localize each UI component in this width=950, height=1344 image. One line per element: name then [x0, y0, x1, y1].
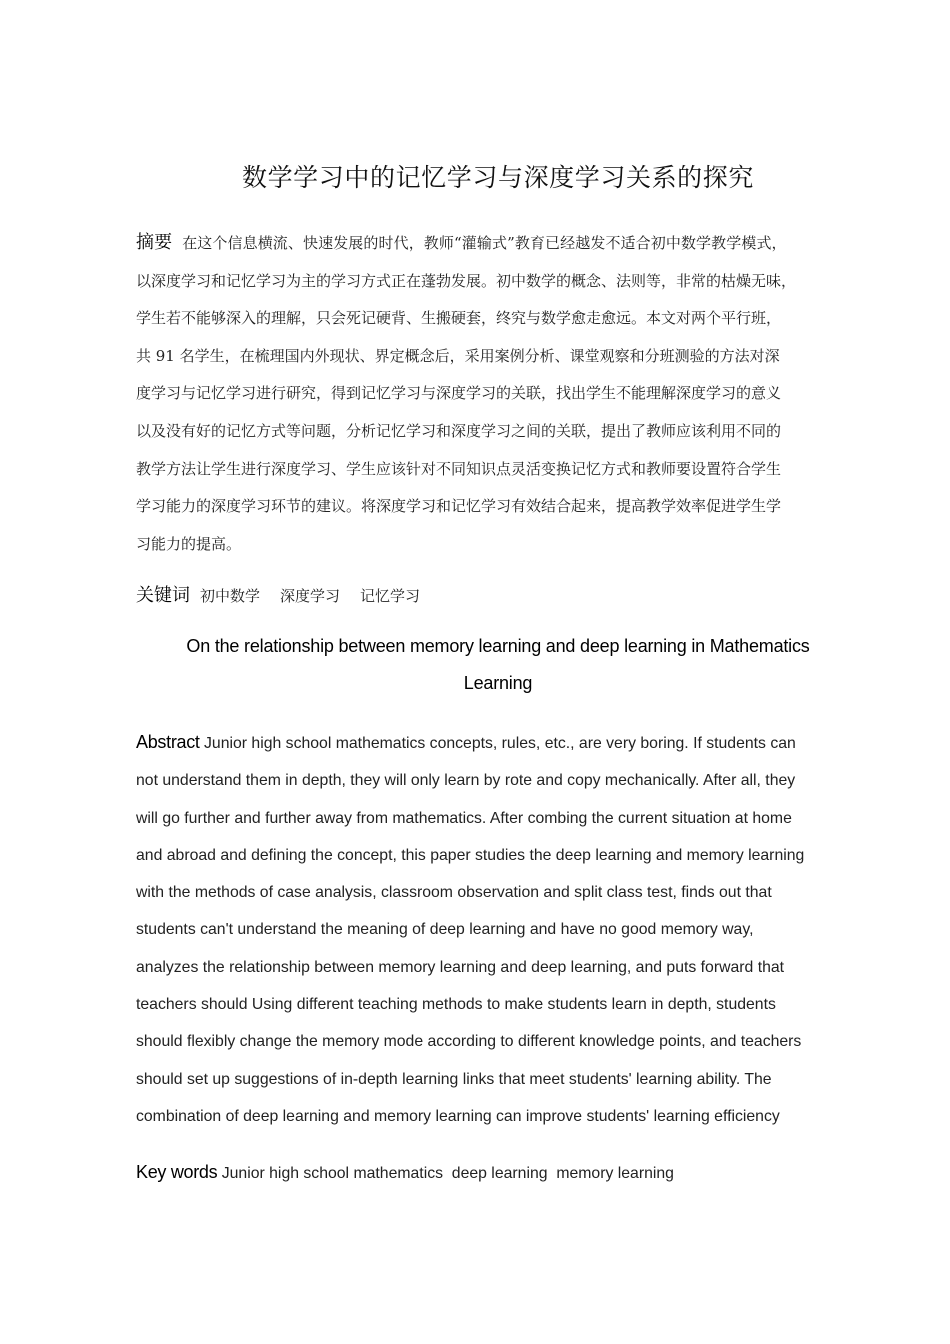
- chinese-title: 数学学习中的记忆学习与深度学习关系的探究: [241, 163, 754, 192]
- chinese-keyword: 记忆学习: [360, 587, 421, 605]
- english-abstract-line: should flexibly change the memory mode according to different knowledge points, and teachers: [136, 1033, 802, 1051]
- english-keywords: [136, 1162, 674, 1183]
- english-abstract-line: will go further and further away from mathematics. After combing the current situation at home: [136, 809, 792, 827]
- english-abstract-line: combination of deep learning and memory learning can improve students' learning efficiency: [136, 1107, 780, 1125]
- english-title-line: On the relationship between memory learning and deep learning in Mathematics: [186, 636, 810, 656]
- english-keyword: Junior high school mathematics: [221, 1165, 443, 1182]
- chinese-keywords: [136, 581, 440, 607]
- chinese-keywords-label: 关键词: [136, 585, 190, 606]
- english-abstract-label: Abstract: [136, 732, 200, 752]
- english-abstract-line: teachers should Using different teaching methods to make students learn in depth, students: [136, 996, 776, 1014]
- english-title: [140, 628, 856, 702]
- english-abstract-line: should set up suggestions of in-depth learning links that meet students' learning ability. The: [136, 1070, 772, 1088]
- english-abstract-line: not understand them in depth, they will only learn by rote and copy mechanically. After all, they: [136, 772, 796, 790]
- english-abstract: [136, 724, 876, 1135]
- english-keywords-label: Key words: [136, 1162, 218, 1182]
- chinese-abstract-line: 学生若不能够深入的理解，只会死记硬背、生搬硬套，终究与数学愈走愈远。本文对两个平行班，: [136, 309, 782, 328]
- english-abstract-line: analyzes the relationship between memory learning and deep learning, and puts forward that: [136, 958, 785, 976]
- chinese-keyword: 初中数学: [200, 587, 261, 605]
- chinese-abstract-line: 摘要 在这个信息横流、快速发展的时代，教师“灌输式”教育已经越发不适合初中数学教学模式，: [136, 232, 787, 253]
- chinese-abstract-line: 习能力的提高。: [136, 534, 242, 553]
- chinese-abstract-line: 以及没有好的记忆方式等问题，分析记忆学习和深度学习之间的关联，提出了教师应该利用不同的: [136, 421, 782, 440]
- chinese-abstract-line: 学习能力的深度学习环节的建议。将深度学习和记忆学习有效结合起来，提高教学效率促进学生学: [136, 497, 782, 516]
- chinese-keyword: 深度学习: [280, 587, 341, 605]
- chinese-abstract-line: 以深度学习和记忆学习为主的学习方式正在蓬勃发展。初中数学的概念、法则等，非常的枯燥无味，: [136, 271, 797, 290]
- chinese-abstract-line: 度学习与记忆学习进行研究，得到记忆学习与深度学习的关联，找出学生不能理解深度学习的意义: [136, 384, 782, 403]
- chinese-abstract: [136, 224, 876, 563]
- english-abstract-line: with the methods of case analysis, classroom observation and split class test, finds out that: [136, 884, 772, 902]
- english-keyword: deep learning: [451, 1165, 548, 1182]
- chinese-abstract-line: 共 91 名学生，在梳理国内外现状、界定概念后，采用案例分析、课堂观察和分班测验的方法对深: [136, 346, 780, 365]
- chinese-abstract-line: 教学方法让学生进行深度学习、学生应该针对不同知识点灵活变换记忆方式和教师要设置符合学生: [136, 459, 782, 478]
- chinese-abstract-label: 摘要: [136, 232, 173, 253]
- english-abstract-line: and abroad and defining the concept, this paper studies the deep learning and memory learning: [136, 846, 805, 864]
- english-abstract-line: students can't understand the meaning of deep learning and have no good memory way,: [136, 921, 754, 939]
- english-title-line: Learning: [463, 673, 533, 693]
- english-keyword: memory learning: [556, 1165, 674, 1182]
- english-abstract-line: Abstract Junior high school mathematics concepts, rules, etc., are very boring. If students can: [136, 732, 796, 752]
